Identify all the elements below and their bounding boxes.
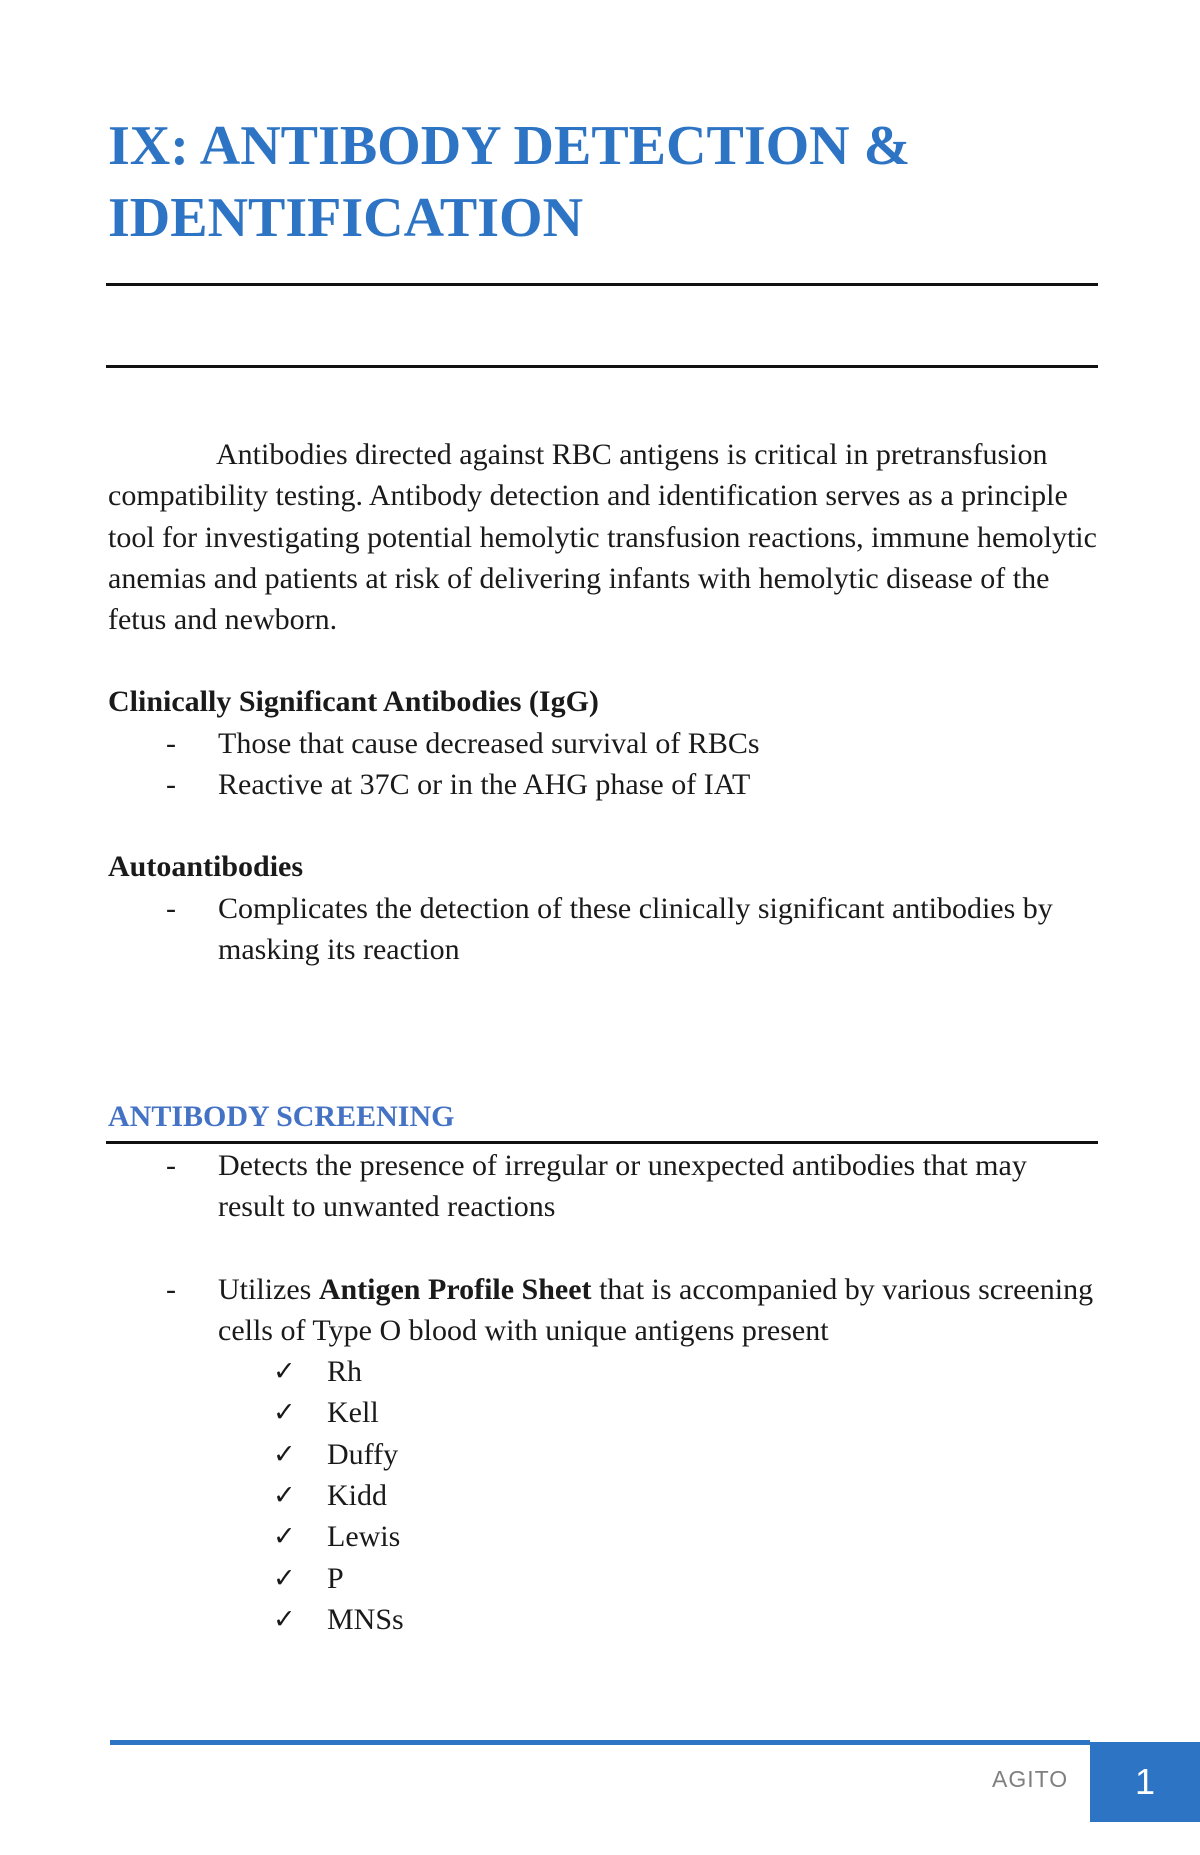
antigen-item: ✓ Kell: [108, 1392, 1098, 1433]
intro-paragraph: Antibodies directed against RBC antigens is critical in pretransfusion compatibility testing. Antibody detection and identification serves as a principle tool for investigating potential hemolytic transfusion reactions, immune hemolytic anemias and patients at risk of delivering infants with hemolytic disease of the fetus and newborn.: [108, 438, 1097, 637]
antigen-item: ✓ Lewis: [108, 1516, 1098, 1557]
title-rule-bottom: [106, 365, 1098, 368]
page-number: 1: [1134, 1761, 1156, 1802]
footer-label: AGITO: [992, 1766, 1069, 1792]
content-lower: [108, 1145, 1098, 1640]
antigen-item: ✓ Rh: [108, 1351, 1098, 1392]
checkmark-icon: ✓: [273, 1356, 296, 1388]
checkmark-icon: ✓: [273, 1397, 296, 1429]
checkmark-icon: ✓: [273, 1521, 296, 1553]
checkmark-icon: ✓: [273, 1603, 296, 1635]
antigen-item: ✓ Duffy: [108, 1434, 1098, 1475]
checkmark-icon: ✓: [273, 1562, 296, 1594]
checkmark-icon: ✓: [273, 1438, 296, 1470]
list-item: - Reactive at 37C or in the AHG phase of IAT: [166, 768, 751, 802]
list-item: - Utilizes Antigen Profile Sheet that is accompanied by various screening cells of Type O blood with unique antigens present: [166, 1272, 1094, 1347]
section-rule: [106, 1141, 1098, 1144]
list-item: - Detects the presence of irregular or unexpected antibodies that may result to unwanted reactions: [166, 1149, 1027, 1224]
footer-rule: [110, 1740, 1090, 1745]
list-item: - Complicates the detection of these clinically significant antibodies by masking its reaction: [166, 891, 1053, 966]
content-upper: [108, 434, 1098, 970]
title-rule-top: [106, 283, 1098, 286]
page-title: IX: ANTIBODY DETECTION & IDENTIFICATION: [108, 115, 911, 249]
antigen-item: ✓ MNSs: [108, 1599, 1098, 1640]
section-heading-antibody-screening: ANTIBODY SCREENING: [108, 1100, 455, 1133]
clinically-significant-heading: Clinically Significant Antibodies (IgG): [108, 685, 599, 719]
antigen-item: ✓ P: [108, 1558, 1098, 1599]
autoantibodies-heading: Autoantibodies: [108, 850, 304, 884]
checkmark-icon: ✓: [273, 1480, 296, 1512]
list-item: - Those that cause decreased survival of RBCs: [166, 726, 760, 760]
antigen-list: [108, 1351, 1098, 1640]
page-number-box: [1090, 1742, 1200, 1822]
antigen-item: ✓ Kidd: [108, 1475, 1098, 1516]
